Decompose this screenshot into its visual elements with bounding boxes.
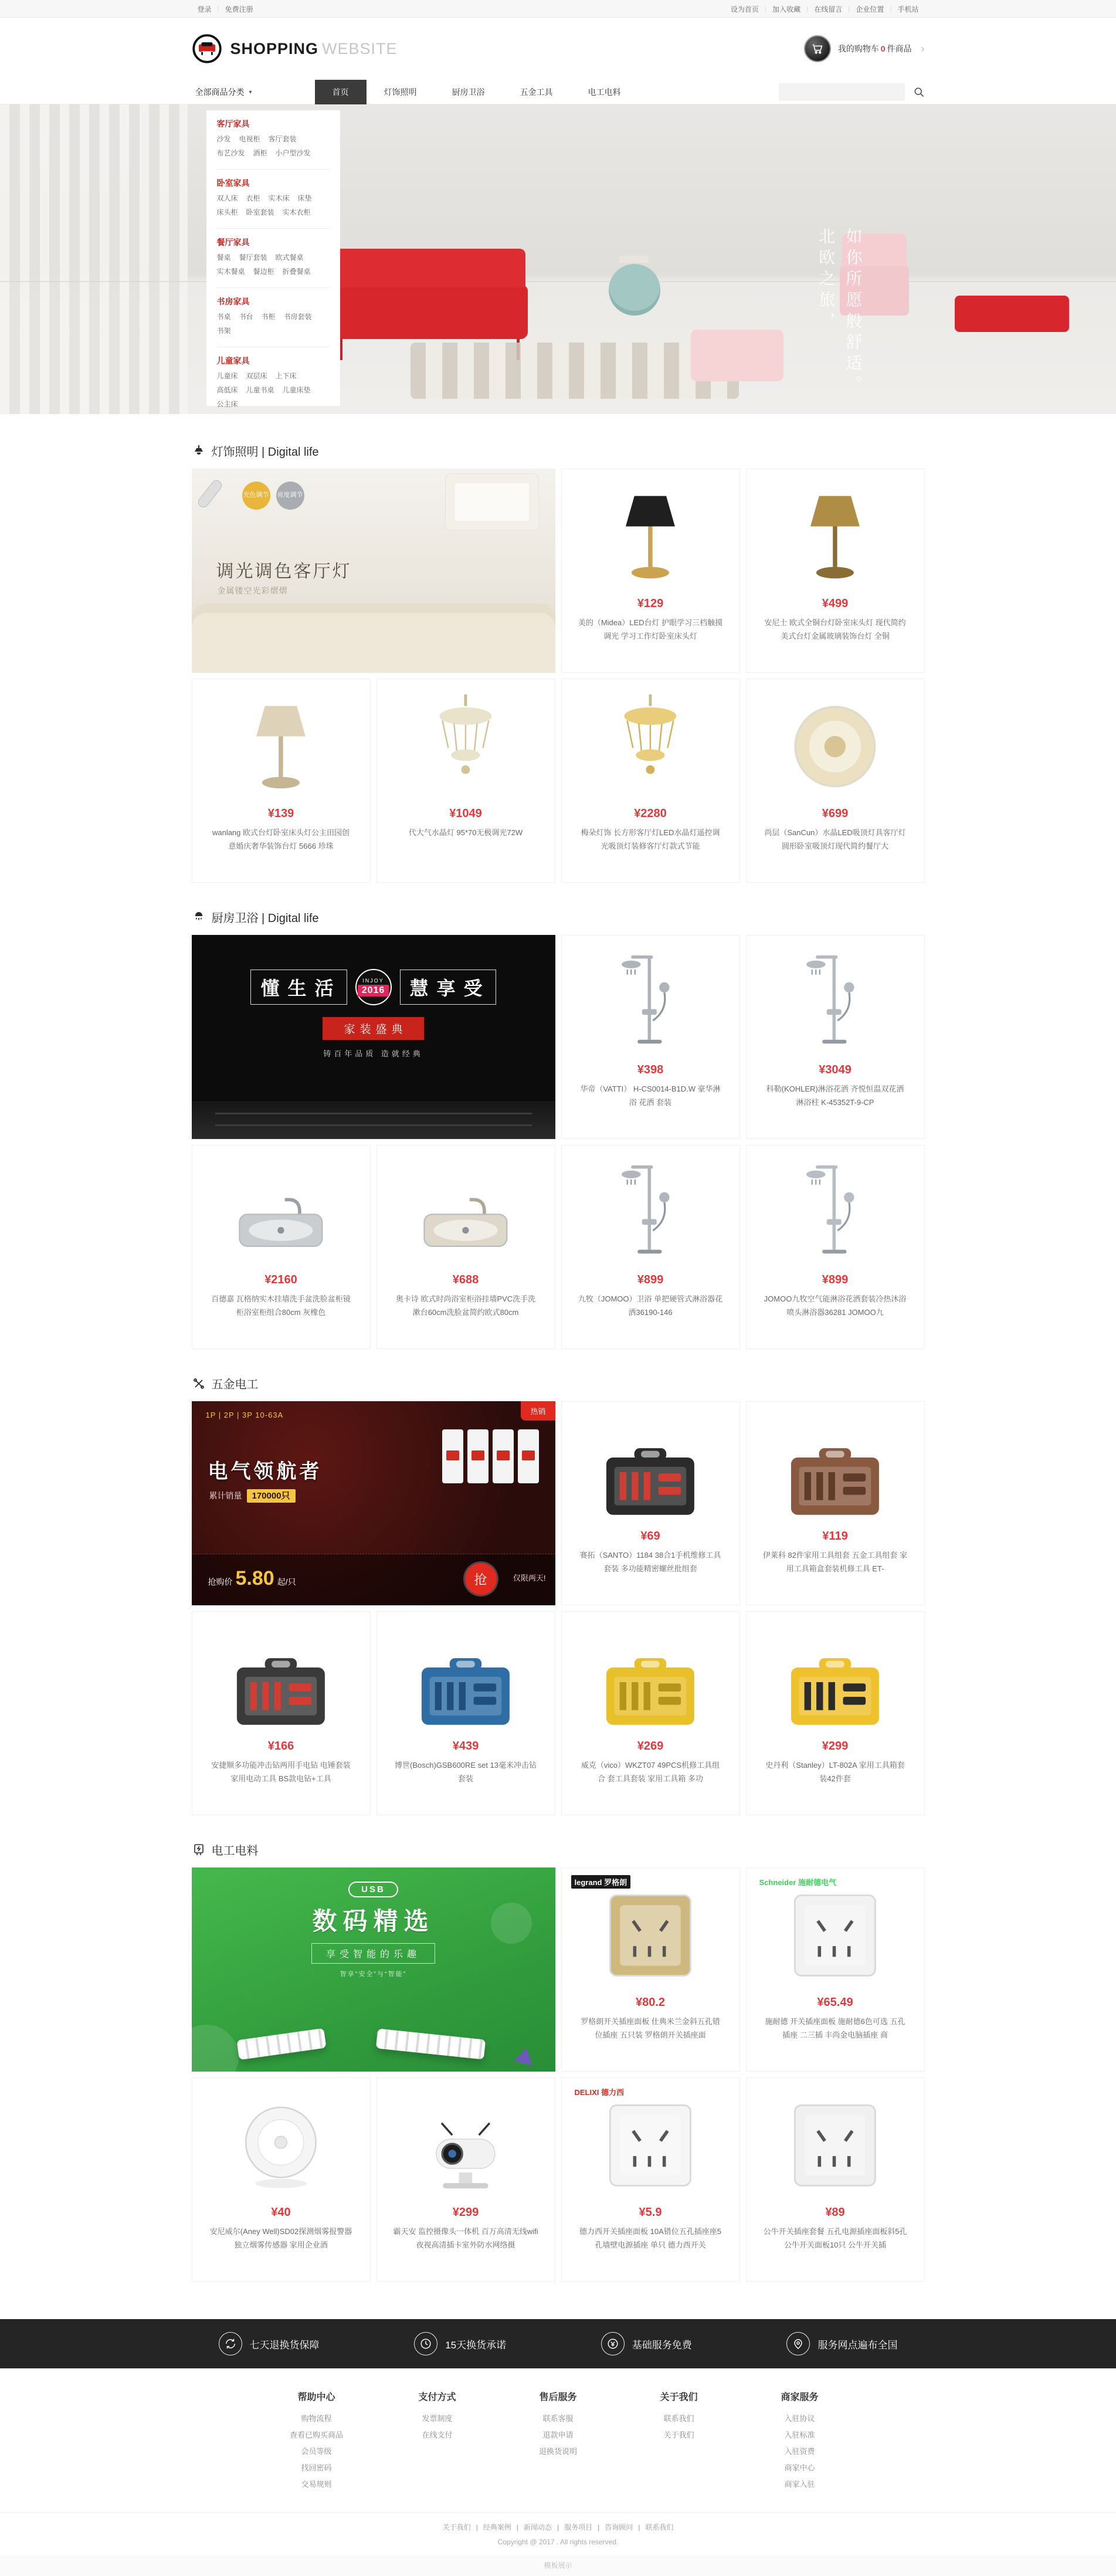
product-price: ¥65.49	[817, 1996, 853, 2009]
divider: |	[476, 2523, 478, 2531]
banner-tag: 家装盛典	[323, 1017, 423, 1040]
banner-price: 抢购价 5.80 起/只	[208, 1567, 296, 1589]
site-logo[interactable]	[192, 33, 398, 64]
category-link[interactable]: 实木床	[268, 194, 290, 202]
product-image	[562, 1612, 740, 1736]
decor	[955, 296, 1069, 332]
category-link[interactable]: 衣柜	[246, 194, 260, 202]
footer-column-title: 帮助中心	[297, 2392, 335, 2402]
category-link[interactable]: 沙发	[216, 135, 231, 143]
product-title: 安尼威尔(Aney Well)SD02探测烟雾报警器 独立烟雾传感器 家用企业酒	[209, 2227, 352, 2250]
product-card[interactable]	[192, 1145, 371, 1349]
divider: |	[516, 2523, 518, 2531]
footer-link[interactable]: 关于我们	[663, 2431, 694, 2439]
service-item	[219, 2332, 320, 2355]
product-price: ¥40	[271, 2206, 291, 2219]
cart-widget[interactable]	[804, 35, 925, 62]
category-link[interactable]: 书房套装	[283, 313, 312, 321]
topbar-link[interactable]: 登录	[197, 5, 212, 13]
product-card[interactable]	[746, 1145, 925, 1349]
product-price: ¥1049	[449, 807, 482, 820]
product-image	[747, 1402, 924, 1526]
product-title: 霸天安 监控摄像头一体机 百万高清无线wifi夜视高清插卡室外防水网络摄	[393, 2227, 538, 2250]
footer-column	[772, 2389, 828, 2494]
product-title: 奥卡诗 欧式时尚浴室柜浴挂墙PVC洗手洗漱台60cm洗脸盆简约欧式80cm	[395, 1294, 536, 1317]
decor	[442, 1429, 539, 1483]
product-price: ¥699	[822, 807, 849, 820]
footer-link[interactable]: 入驻协议	[784, 2414, 815, 2423]
product-image	[562, 679, 740, 804]
footer-link[interactable]: 找回密码	[301, 2463, 332, 2472]
footer-column-title: 售后服务	[539, 2392, 577, 2402]
product-title: 史丹利（Stanley）LT-802A 家用工具箱套装42件套	[765, 1761, 905, 1784]
nav-item[interactable]: 电工电料	[588, 87, 621, 97]
clock-icon	[414, 2332, 437, 2355]
section-title: 电工电料	[211, 1845, 259, 1858]
product-title: 安尼士 欧式全铜台灯卧室床头灯 现代简约美式台灯金属玻璃装饰台灯 全铜	[764, 618, 906, 641]
section-header	[192, 1841, 925, 1858]
banner-spec: 1P | 2P | 3P 10-63A	[205, 1411, 284, 1419]
product-image	[747, 1145, 924, 1270]
product-price: ¥129	[637, 597, 664, 610]
chevron-down-icon: ▾	[249, 89, 252, 96]
product-price: ¥398	[637, 1063, 664, 1076]
banner-sales: 累计销量 170000只	[209, 1489, 296, 1501]
footer-bottom-link[interactable]: 关于我们	[442, 2523, 471, 2531]
decor	[192, 1101, 555, 1139]
divider: |	[557, 2523, 559, 2531]
product-card[interactable]	[746, 1611, 925, 1815]
tools-icon	[192, 1377, 206, 1391]
nav-item[interactable]: 灯饰照明	[384, 87, 417, 97]
section-kitchen-bath	[192, 909, 925, 1349]
nav-item[interactable]: 厨房卫浴	[452, 87, 485, 97]
hero-banner[interactable]	[0, 104, 1116, 414]
topbar-link[interactable]: 加入收藏	[772, 5, 801, 13]
product-card[interactable]	[561, 1611, 740, 1815]
product-title: 科勒(KOHLER)淋浴花洒 齐悦恒温双花洒淋浴柱 K-45352T-9-CP	[766, 1084, 904, 1107]
category-link[interactable]: 实木衣柜	[282, 208, 311, 216]
product-image	[747, 469, 924, 594]
footer-column	[530, 2389, 586, 2494]
category-links	[217, 371, 330, 413]
product-image	[192, 679, 370, 804]
footer-link[interactable]: 查看已购买商品	[289, 2431, 343, 2439]
footer-links-row	[0, 2512, 1116, 2532]
footer-bottom-link[interactable]: 咨询顾问	[605, 2523, 633, 2531]
electrical-promo-banner[interactable]	[192, 1867, 555, 2072]
product-title: 赛拓（SANTO）1184 38合1手机维修工具套装 多功能精密螺丝批组套	[579, 1551, 721, 1574]
footer-column-title: 支付方式	[418, 2392, 456, 2402]
product-image	[192, 2078, 370, 2202]
footer-link[interactable]: 联系客服	[542, 2414, 574, 2423]
product-card[interactable]	[746, 679, 925, 883]
decor	[236, 2028, 326, 2060]
hero-slogan: 如你所愿般舒适。 北欧之旅，	[817, 228, 863, 396]
product-title: 华帝（VATTI） H-CS0014-B1D.W 豪华淋浴 花洒 套装	[580, 1084, 721, 1107]
section-hardware	[192, 1375, 925, 1815]
hardware-promo-banner[interactable]	[192, 1401, 555, 1605]
category-link[interactable]: 电视柜	[239, 135, 260, 143]
product-title: 威克（vico）WKZT07 49PCS机修工具组合 套工具套装 家用工具箱 多功	[581, 1761, 720, 1784]
search-icon[interactable]	[913, 86, 925, 98]
category-link[interactable]: 书桌	[216, 313, 231, 321]
section-electrical	[192, 1841, 925, 2282]
service-guarantee-bar	[0, 2319, 1116, 2368]
product-card[interactable]	[746, 2077, 925, 2282]
free-icon	[601, 2332, 625, 2355]
divider: |	[764, 5, 767, 13]
decor	[192, 2025, 239, 2072]
all-categories-dropdown[interactable]: 全部商品分类 ▾	[195, 87, 252, 97]
category-link[interactable]: 小户型沙发	[275, 149, 311, 157]
product-price: ¥119	[822, 1530, 848, 1543]
banner-title: 电气领航者	[208, 1460, 323, 1483]
section-title: 五金电工	[211, 1378, 259, 1391]
banner-title: 调光调色客厅灯	[216, 562, 352, 581]
banner-text: 慧享受	[400, 970, 496, 1005]
product-price: ¥499	[822, 597, 849, 610]
topbar-link[interactable]: 企业位置	[856, 5, 884, 13]
banner-note: 仅限两天!	[513, 1574, 546, 1582]
service-item	[601, 2332, 692, 2355]
service-item	[414, 2332, 506, 2355]
category-link[interactable]: 欧式餐桌	[275, 253, 304, 262]
category-links	[217, 252, 330, 280]
product-card[interactable]	[561, 935, 740, 1139]
product-image	[562, 936, 740, 1060]
product-title: wanlang 欧式台灯卧室床头灯公主田园创意婚庆奢华装饰台灯 5666 珍珠	[212, 828, 350, 851]
product-price: ¥269	[637, 1740, 664, 1753]
service-item	[786, 2332, 897, 2355]
product-title: 罗格朗开关插座面板 仕典米兰金斜五孔错位插座 五只装 罗格朗开关插座面	[581, 2017, 720, 2040]
decor	[375, 2028, 486, 2059]
footer-link[interactable]: 发票制度	[422, 2414, 453, 2423]
product-price: ¥80.2	[635, 1996, 666, 2009]
product-price: ¥2160	[264, 1273, 297, 1286]
category-link[interactable]: 双人床	[216, 194, 238, 202]
category-link[interactable]: 床垫	[297, 194, 312, 202]
product-image	[747, 2078, 924, 2202]
category-group	[217, 288, 330, 347]
shower-icon	[192, 910, 206, 924]
product-title: 梅朵灯饰 长方形客厅灯LED水晶灯遥控调光吸顶灯装修客厅灯款式节能	[581, 828, 720, 851]
decor	[491, 1903, 532, 1944]
footer-link[interactable]: 交易规则	[301, 2480, 332, 2489]
category-title: 餐厅家具	[216, 238, 250, 247]
topbar-left-links	[192, 4, 259, 14]
footer-bottom-link[interactable]: 新闻动态	[523, 2523, 552, 2531]
top-utility-bar	[0, 0, 1116, 18]
product-title: 伊莱科 82件家用工具组套 五金工具组套 家用工具箱盒套装机修工具 ET-	[762, 1551, 908, 1574]
product-title: 九牧（JOMOO）卫浴 单把硬管式淋浴器花洒36190-146	[578, 1294, 723, 1317]
product-card[interactable]	[376, 679, 555, 883]
divider: |	[890, 5, 892, 13]
main-nav	[0, 80, 1116, 104]
decor	[196, 478, 223, 510]
category-link[interactable]: 酒柜	[253, 149, 267, 157]
divider: |	[806, 5, 809, 13]
section-header	[192, 1375, 925, 1392]
badge-brightness-adjust: 亮度调节	[276, 482, 304, 510]
product-image	[192, 1612, 370, 1736]
footer-bottom-link[interactable]: 经典案例	[483, 2523, 511, 2531]
topbar-link[interactable]: 免费注册	[225, 5, 253, 13]
product-title: 安捷顺多功能冲击钻两用手电钻 电锤套装家用电动工具 BS款电钻+工具	[211, 1761, 351, 1784]
refresh-icon	[219, 2332, 242, 2355]
product-price: ¥899	[637, 1273, 664, 1286]
plug-icon	[192, 1843, 206, 1857]
category-link[interactable]: 书柜	[261, 313, 276, 321]
banner-slogan: 铸百年品质 造就经典	[323, 1049, 423, 1058]
category-link[interactable]: 布艺沙发	[216, 149, 245, 157]
product-price: ¥299	[452, 2206, 479, 2219]
product-card[interactable]	[746, 469, 925, 673]
category-link[interactable]: 折叠餐桌	[282, 267, 311, 276]
category-menu-panel	[206, 110, 340, 406]
category-group	[217, 229, 330, 288]
section-title: 厨房卫浴 | Digital life	[211, 912, 319, 925]
divider: |	[217, 5, 219, 13]
product-image	[562, 469, 740, 594]
product-card[interactable]	[376, 1145, 555, 1349]
location-pin-icon	[786, 2332, 810, 2355]
category-title: 儿童家具	[216, 356, 250, 365]
product-card[interactable]	[561, 2077, 740, 2282]
footer-bottom-link[interactable]: 联系我们	[645, 2523, 674, 2531]
usb-badge: USB	[348, 1882, 398, 1897]
category-title: 卧室家具	[216, 178, 250, 188]
product-card[interactable]	[192, 1611, 371, 1815]
category-link[interactable]: 餐边柜	[253, 267, 274, 276]
nav-item[interactable]: 五金工具	[520, 87, 553, 97]
footer-link[interactable]: 商家入驻	[784, 2480, 815, 2489]
topbar-link[interactable]: 手机站	[897, 5, 919, 13]
product-card[interactable]	[561, 1867, 740, 2072]
section-header	[192, 909, 925, 926]
watermark: 模板展示	[0, 2555, 1116, 2576]
footer-link[interactable]: 商家中心	[784, 2463, 815, 2472]
product-image	[562, 1402, 740, 1526]
topbar-right-links	[725, 4, 925, 14]
decor	[514, 2046, 535, 2066]
product-price: ¥3049	[819, 1063, 852, 1076]
category-link[interactable]: 双层床	[246, 372, 267, 380]
nav-item[interactable]: 首页	[315, 80, 367, 104]
category-link[interactable]: 实木餐桌	[216, 267, 245, 276]
product-price: ¥139	[267, 807, 294, 820]
product-title: 尚层（SanCun）水晶LED吸顶灯具客厅灯圆形卧室吸顶灯现代简约餐厅大	[764, 828, 906, 851]
decor	[0, 104, 188, 414]
product-title: 代大气水晶灯 95*70无极调光72W	[408, 828, 523, 837]
site-header	[0, 18, 1116, 80]
product-image	[377, 1612, 555, 1736]
banner-subtitle: 享受智能的乐趣	[311, 1943, 435, 1964]
topbar-link[interactable]: 设为首页	[730, 5, 759, 13]
divider: |	[638, 2523, 640, 2531]
product-price: ¥688	[452, 1273, 479, 1286]
copyright: Copyright @ 2017 . All rights reserved.	[497, 2538, 619, 2546]
cart-count-badge: 0	[880, 44, 886, 53]
product-price: ¥2280	[634, 807, 667, 820]
cart-icon	[804, 35, 831, 62]
hot-sale-tag: 热销	[521, 1401, 555, 1421]
decor	[445, 473, 539, 531]
product-title: 施耐德 开关插座面板 施耐德6色可选 五孔插座 二三插 丰尚金电脑插座 商	[765, 2017, 905, 2040]
footer-column-title: 商家服务	[781, 2392, 819, 2402]
cart-label: 我的购物车 0 件商品	[837, 44, 912, 53]
product-title: 德力西开关插座面板 10A错位五孔插座座5孔墙壁电源插座 单只 德力西开关	[579, 2227, 721, 2250]
category-link[interactable]: 上下床	[275, 372, 297, 380]
footer-link[interactable]: 会员等级	[301, 2447, 332, 2456]
footer-link[interactable]: 退款申请	[542, 2431, 574, 2439]
product-card[interactable]	[376, 1611, 555, 1815]
section-lighting	[192, 442, 925, 883]
footer-link[interactable]: 入驻资费	[784, 2447, 815, 2456]
section-title: 灯饰照明 | Digital life	[211, 446, 319, 459]
site-title: SHOPPING WEBSITE	[230, 39, 398, 57]
product-image	[377, 679, 555, 804]
product-card[interactable]	[746, 1867, 925, 2072]
category-link[interactable]: 客厅套装	[268, 135, 297, 143]
product-image	[747, 679, 924, 804]
product-image	[192, 1145, 370, 1270]
product-card[interactable]	[192, 679, 371, 883]
footer-column-title: 关于我们	[660, 2392, 698, 2402]
product-title: 百德嘉 瓦格纳实木挂墙洗手盆洗脸盆柜镜柜浴室柜组合80cm 灰橡色	[211, 1294, 351, 1317]
footer-link[interactable]: 联系我们	[663, 2414, 694, 2423]
footer-column	[409, 2389, 466, 2494]
product-card[interactable]	[561, 1145, 740, 1349]
product-image	[377, 2078, 555, 2202]
category-link[interactable]: 高低床	[216, 386, 238, 394]
product-card[interactable]	[376, 2077, 555, 2282]
kitchen-promo-banner[interactable]	[192, 935, 555, 1139]
lighting-promo-banner[interactable]	[192, 469, 555, 673]
search-input[interactable]	[779, 83, 905, 101]
category-group	[217, 110, 330, 170]
brand-logo: Schneider 施耐德电气	[759, 1878, 836, 1887]
category-group	[217, 347, 330, 414]
footer-link[interactable]: 购物流程	[301, 2414, 332, 2423]
category-title: 客厅家具	[216, 119, 250, 128]
product-price: ¥299	[822, 1740, 849, 1753]
product-image	[562, 1145, 740, 1270]
brand-logo: DELIXI 德力西	[574, 2088, 625, 2097]
product-price: ¥69	[640, 1530, 660, 1543]
category-link[interactable]: 儿童书桌	[246, 386, 274, 394]
category-link[interactable]: 餐厅套装	[239, 253, 267, 262]
service-label: 基础服务免费	[632, 2339, 692, 2351]
product-card[interactable]	[746, 1401, 925, 1605]
category-link[interactable]: 儿童床	[216, 372, 238, 380]
service-label: 七天退换货保障	[249, 2339, 320, 2351]
category-links	[217, 134, 330, 162]
product-title: 公牛开关插座套餐 五孔电源插座面板斜5孔公牛开关面板10只 公牛开关插	[763, 2227, 907, 2250]
section-header	[192, 442, 925, 459]
banner-title: 数码精选	[312, 1907, 435, 1935]
product-card[interactable]	[561, 469, 740, 673]
product-price: ¥5.9	[639, 2206, 662, 2219]
pendant-lamp-icon	[192, 444, 206, 458]
product-image	[747, 1612, 924, 1736]
badge-color-adjust: 光色调节	[242, 482, 270, 510]
banner-text: 懂生活	[250, 970, 347, 1005]
category-link[interactable]: 书台	[239, 313, 253, 321]
topbar-link[interactable]: 在线留言	[814, 5, 843, 13]
category-link[interactable]: 床头柜	[216, 208, 238, 216]
product-image	[377, 1145, 555, 1270]
footer-link[interactable]: 退换货说明	[538, 2447, 577, 2456]
site-footer	[0, 2368, 1116, 2576]
category-link[interactable]: 书架	[216, 327, 231, 335]
product-title: 博世(Bosch)GSB600RE set 13毫米冲击钻套装	[394, 1761, 537, 1784]
service-label: 服务网点遍布全国	[818, 2339, 898, 2351]
product-image	[747, 936, 924, 1060]
sofa-logo-icon	[192, 33, 222, 64]
product-card[interactable]	[192, 2077, 371, 2282]
category-title: 书房家具	[216, 297, 250, 306]
product-card[interactable]	[561, 679, 740, 883]
divider: |	[598, 2523, 600, 2531]
category-links	[217, 193, 330, 221]
category-link[interactable]: 儿童床垫	[282, 386, 311, 394]
footer-link[interactable]: 在线支付	[422, 2431, 453, 2439]
banner-subtitle: 金属镂空光彩熠熠	[217, 586, 288, 595]
footer-column	[289, 2389, 345, 2494]
category-link[interactable]: 公主床	[216, 400, 238, 408]
product-card[interactable]	[746, 935, 925, 1139]
product-title: JOMOO九牧空气能淋浴花洒套装冷热沐浴喷头淋浴器36281 JOMOO九	[764, 1294, 907, 1317]
product-price: ¥439	[452, 1740, 479, 1753]
product-price: ¥899	[822, 1273, 849, 1286]
decor	[192, 604, 555, 673]
product-price: ¥89	[825, 2206, 845, 2219]
product-card[interactable]	[561, 1401, 740, 1605]
product-title: 美的（Midea）LED台灯 护眼学习三档触摸调光 学习工作灯卧室床头灯	[578, 618, 723, 641]
brand-logo: legrand 罗格朗	[571, 1875, 631, 1889]
product-price: ¥166	[267, 1740, 294, 1753]
service-label: 15天换货承诺	[445, 2339, 507, 2351]
footer-bottom-link[interactable]: 服务项目	[564, 2523, 593, 2531]
footer-column	[651, 2389, 707, 2494]
category-link[interactable]: 餐桌	[216, 253, 231, 262]
chevron-right-icon: ›	[921, 42, 925, 55]
divider: |	[848, 5, 850, 13]
category-group	[217, 170, 330, 229]
grab-badge: 抢	[465, 1563, 497, 1595]
injoy-2016-badge: INJOY 2016	[355, 969, 392, 1005]
category-links	[217, 311, 330, 340]
nav-menu	[315, 80, 639, 104]
category-link[interactable]: 卧室套装	[246, 208, 274, 216]
banner-note: 智享“安全”与“智能”	[340, 1971, 407, 1978]
footer-link[interactable]: 入驻标准	[784, 2431, 815, 2439]
